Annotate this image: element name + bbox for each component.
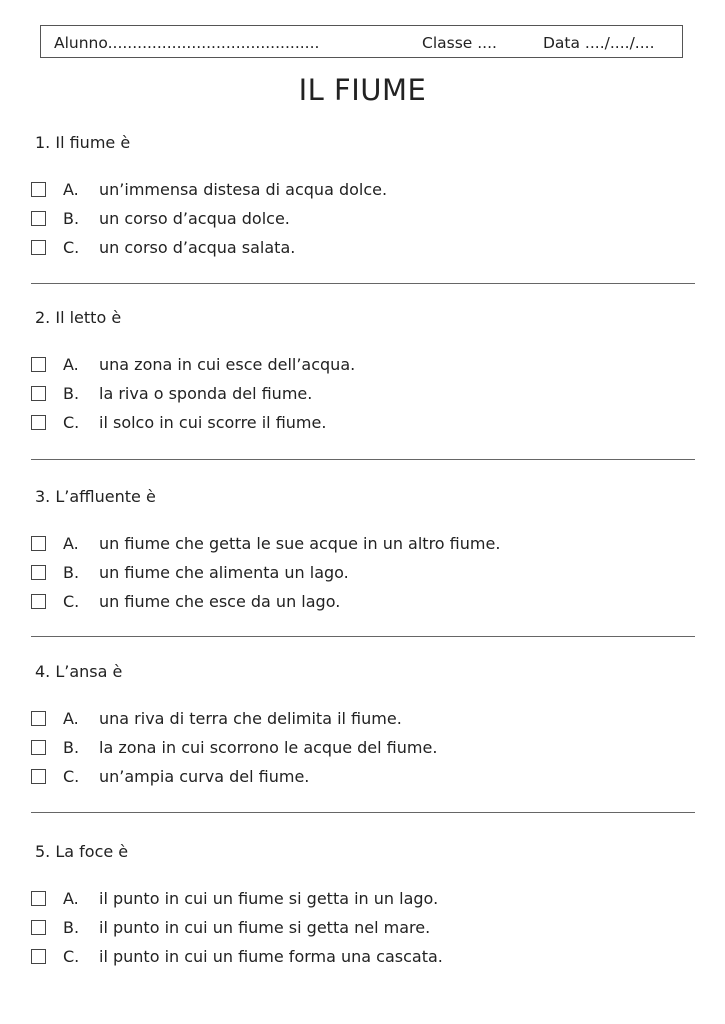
option-text: il solco in cui scorre il fiume.: [99, 413, 327, 432]
question-4-option-a[interactable]: [31, 711, 691, 731]
section-divider: [31, 283, 695, 284]
option-letter: A.: [63, 180, 79, 199]
option-letter: C.: [63, 592, 80, 611]
checkbox[interactable]: [31, 711, 46, 726]
question-1: [0, 133, 725, 293]
question-text: 1. Il fiume è: [35, 133, 131, 152]
option-text: una zona in cui esce dell’acqua.: [99, 355, 356, 374]
question-2-option-c[interactable]: [31, 415, 691, 435]
option-letter: B.: [63, 384, 80, 403]
section-divider: [31, 636, 695, 637]
question-text: 2. Il letto è: [35, 308, 122, 327]
option-text: un’ampia curva del fiume.: [99, 767, 310, 786]
question-3-option-b[interactable]: [31, 565, 691, 585]
option-letter: B.: [63, 738, 80, 757]
checkbox[interactable]: [31, 740, 46, 755]
option-letter: A.: [63, 355, 79, 374]
option-letter: C.: [63, 947, 80, 966]
option-letter: A.: [63, 534, 79, 553]
question-4-option-b[interactable]: [31, 740, 691, 760]
question-text: 3. L’affluente è: [35, 487, 156, 506]
option-text: un’immensa distesa di acqua dolce.: [99, 180, 388, 199]
date-field[interactable]: Data ..../..../....: [543, 34, 655, 52]
option-letter: B.: [63, 209, 80, 228]
option-letter: C.: [63, 413, 80, 432]
checkbox[interactable]: [31, 357, 46, 372]
page-title: IL FIUME: [298, 73, 427, 107]
option-text: la riva o sponda del fiume.: [99, 384, 313, 403]
question-3-option-a[interactable]: [31, 536, 691, 556]
question-3-option-c[interactable]: [31, 594, 691, 614]
question-2-option-b[interactable]: [31, 386, 691, 406]
section-divider: [31, 812, 695, 813]
question-4-option-c[interactable]: [31, 769, 691, 789]
option-text: un corso d’acqua salata.: [99, 238, 296, 257]
checkbox[interactable]: [31, 769, 46, 784]
option-text: un fiume che alimenta un lago.: [99, 563, 349, 582]
option-letter: C.: [63, 767, 80, 786]
class-field[interactable]: Classe ....: [422, 34, 497, 52]
checkbox[interactable]: [31, 386, 46, 401]
checkbox[interactable]: [31, 240, 46, 255]
question-1-option-c[interactable]: [31, 240, 691, 260]
checkbox[interactable]: [31, 182, 46, 197]
option-text: un fiume che getta le sue acque in un altro fiume.: [99, 534, 501, 553]
question-5-option-c[interactable]: [31, 949, 691, 969]
checkbox[interactable]: [31, 415, 46, 430]
checkbox[interactable]: [31, 594, 46, 609]
section-divider: [31, 459, 695, 460]
question-text: 4. L’ansa è: [35, 662, 123, 681]
question-5: [0, 842, 725, 1002]
question-5-option-b[interactable]: [31, 920, 691, 940]
option-text: la zona in cui scorrono le acque del fiume.: [99, 738, 438, 757]
option-letter: B.: [63, 918, 80, 937]
option-text: il punto in cui un fiume si getta nel mare.: [99, 918, 431, 937]
question-4: [0, 662, 725, 822]
option-letter: A.: [63, 709, 79, 728]
option-text: un corso d’acqua dolce.: [99, 209, 290, 228]
option-text: il punto in cui un fiume si getta in un lago.: [99, 889, 439, 908]
option-text: il punto in cui un fiume forma una cascata.: [99, 947, 443, 966]
option-letter: A.: [63, 889, 79, 908]
option-text: una riva di terra che delimita il fiume.: [99, 709, 402, 728]
checkbox[interactable]: [31, 536, 46, 551]
question-2-option-a[interactable]: [31, 357, 691, 377]
option-letter: C.: [63, 238, 80, 257]
question-1-option-b[interactable]: [31, 211, 691, 231]
checkbox[interactable]: [31, 949, 46, 964]
question-1-option-a[interactable]: [31, 182, 691, 202]
question-5-option-a[interactable]: [31, 891, 691, 911]
student-info-box: [40, 25, 683, 58]
question-2: [0, 308, 725, 468]
checkbox[interactable]: [31, 920, 46, 935]
question-3: [0, 487, 725, 647]
option-text: un fiume che esce da un lago.: [99, 592, 341, 611]
question-text: 5. La foce è: [35, 842, 129, 861]
checkbox[interactable]: [31, 565, 46, 580]
student-name-field[interactable]: Alunno...........................................: [54, 34, 320, 52]
checkbox[interactable]: [31, 211, 46, 226]
option-letter: B.: [63, 563, 80, 582]
checkbox[interactable]: [31, 891, 46, 906]
